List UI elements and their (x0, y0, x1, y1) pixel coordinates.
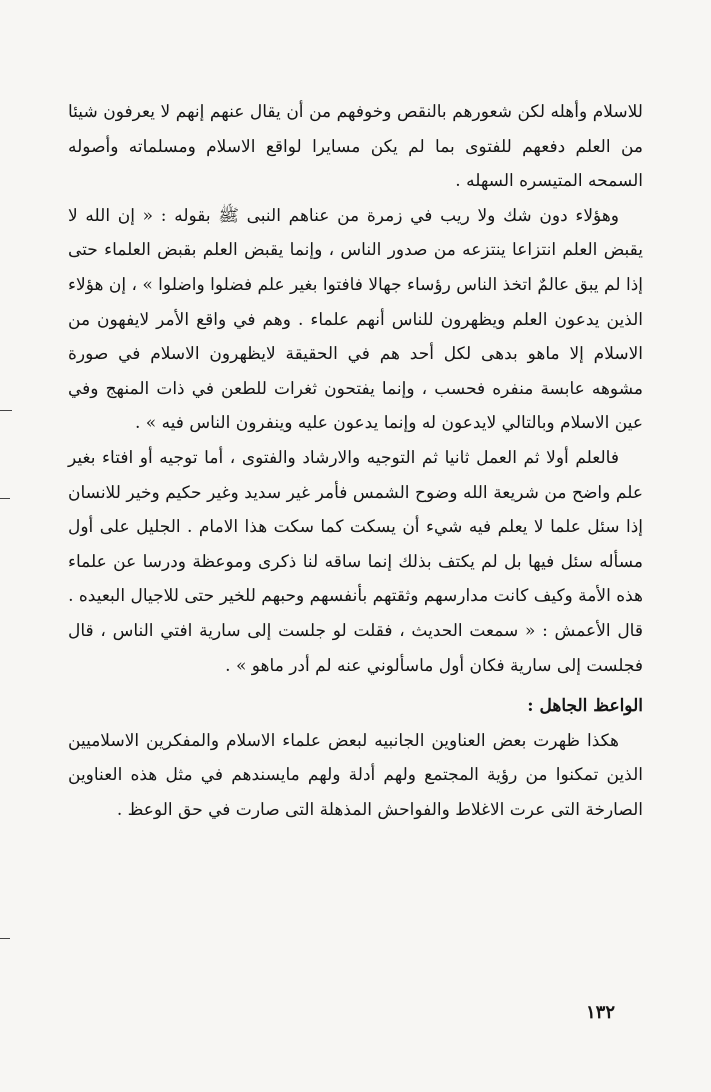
section-heading: الواعظ الجاهل : (527, 696, 643, 717)
paragraph-5: هكذا ظهرت بعض العناوين الجانبيه لبعض علماء الاسلام والمفكرين الاسلاميين الذين تمكنوا من رؤية المجتمع ولهم أدلة ولهم مايسندهم في مثل هذه العناوين الصارخة التى عرت الاغلاط والفواحش المذهلة التى صارت في حق الوعظ . (68, 730, 643, 820)
page-number: ١٣٢ (585, 1002, 615, 1023)
paragraph-4: قال الأعمش : « سمعت الحديث ، فقلت لو جلست إلى سارية افتي الناس ، قال فجلست إلى سارية فكان أول ماسألوني عنه لم أدر ماهو » . (68, 620, 643, 676)
paragraph-3: فالعلم أولا ثم العمل ثانيا ثم التوجيه والارشاد والفتوى ، أما توجيه أو افتاء بغير علم واضح من شريعة الله وضوح الشمس فأمر غير سديد وغير حكيم وخير للانسان إذا سئل علما لا يعلم فيه شيء أن يسكت كما سكت هذا الامام . الجليل على أول مسأله سئل فيها بل لم يكتف بذلك إنما ساقه لنا ذكرى وموعظة ودرسا عن علماء هذه الأمة وكيف كانت مدارسهم وثقتهم بأنفسهم وحبهم للخير حتى للاجيال البعيده . (68, 447, 643, 607)
page-body (68, 95, 643, 827)
margin-mark (0, 498, 10, 499)
margin-mark (0, 938, 10, 939)
paragraph-1: للاسلام وأهله لكن شعورهم بالنقص وخوفهم من أن يقال عنهم إنهم لا يعرفون شيئا من العلم دفعهم للفتوى بما لم يكن مسايرا لواقع الاسلام ومسلماته وأصوله السمحه المتيسره السهله . (68, 102, 643, 192)
margin-mark (0, 410, 12, 411)
paragraph-2: وهؤلاء دون شك ولا ريب في زمرة من عناهم النبى ﷺ بقوله : « إن الله لا يقبض العلم انتزاعا ينتزعه من صدور الناس ، وإنما يقبض العلم بقبض العلماء حتى إذا لم يبق عالمٌ اتخذ الناس رؤساء جهالا فافتوا بغير علم فضلوا واضلوا » ، إن هؤلاء الذين يدعون العلم ويظهرون للناس أنهم علماء . وهم في واقع الأمر لايفهون من الاسلام إلا ماهو بدهى لكل أحد هم في الحقيقة لايظهرون الاسلام في صورة مشوهه عابسة منفره فحسب ، وإنما يفتحون ثغرات للطعن في ذات المنهج وفي عين الاسلام وبالتالي لايدعون له وإنما يدعون عليه وينفرون الناس فيه » . (68, 205, 643, 434)
